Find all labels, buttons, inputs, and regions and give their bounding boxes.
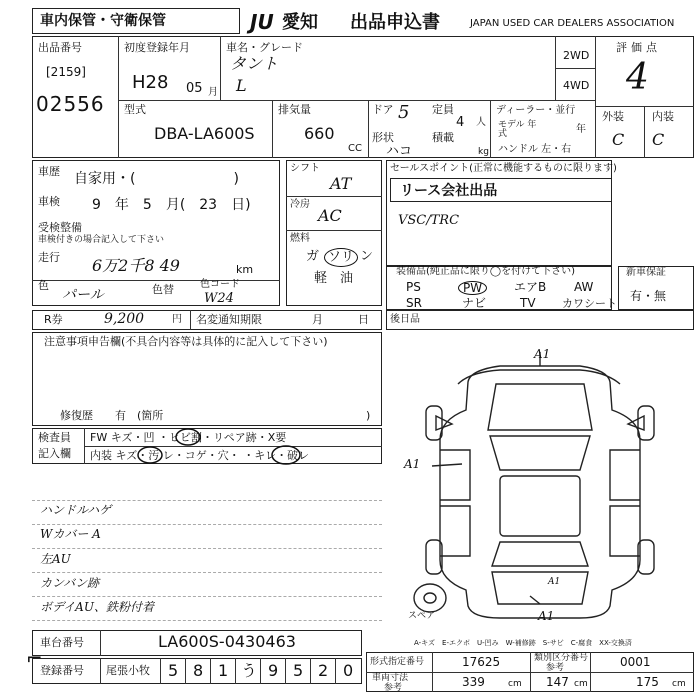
shape-label: 形状 xyxy=(372,131,394,144)
score-label: 評価点 xyxy=(616,41,661,54)
equip-navi: ナビ xyxy=(462,296,487,310)
fuel-gas-start: ガ xyxy=(306,249,320,264)
repair-history: 修復歴 有 (箇所 xyxy=(60,409,164,422)
page-mark: ⌐ xyxy=(26,646,43,670)
sales-main: リース会社出品 xyxy=(400,183,498,199)
door-value: 5 xyxy=(398,102,410,123)
color-code-label: 色コード xyxy=(200,279,240,290)
sales-label: セールスポイント(正常に機能するものに限ります) xyxy=(390,163,617,174)
cc-value: 660 xyxy=(304,124,335,143)
equipment-label: 装備品(純正品に限り◯を付けて下さい) xyxy=(396,266,575,277)
handle-label: ハンドル 左・右 xyxy=(498,144,572,155)
inspector-label: 検査員 xyxy=(38,431,71,444)
inspection-value: 9 年 5 月( 23 日) xyxy=(92,197,251,213)
capacity-value: 4 xyxy=(456,115,465,130)
damage-mark-side: A1 xyxy=(404,457,421,471)
fuel-gas-end: ン xyxy=(360,249,374,264)
exterior-label: 外装 xyxy=(602,110,624,123)
repair-history-close: ) xyxy=(366,409,371,422)
mileage-label: 走行 xyxy=(38,251,60,264)
exterior-score: C xyxy=(612,130,625,149)
color-value: パール xyxy=(62,287,104,303)
type-label: 型式 xyxy=(124,103,146,116)
drive-4wd: 4WD xyxy=(563,79,590,92)
type-value: DBA-LA600S xyxy=(154,124,255,143)
mileage-unit: km xyxy=(236,263,254,276)
notes-header: 注意事項申告欄(不具合内容等は具体的に記入して下さい) xyxy=(44,335,328,348)
first-reg-month: 05 xyxy=(186,81,203,96)
plate-digit: 1 xyxy=(218,661,229,680)
plate-label: 登録番号 xyxy=(40,664,84,677)
note-line-4: カンバン跡 xyxy=(40,576,100,590)
inspector-label-2: 記入欄 xyxy=(38,447,71,460)
plate-digit: 0 xyxy=(343,661,354,680)
inspection-label: 車検 xyxy=(38,195,60,208)
door-label: ドア xyxy=(372,103,394,116)
shift-value: AT xyxy=(330,174,352,193)
record-label: 受検整備 xyxy=(38,221,82,234)
damage-mark-front: A1 xyxy=(534,347,551,361)
size-label: 車両寸法 xyxy=(372,673,409,683)
dealer-label: ディーラー・並行 xyxy=(496,105,576,116)
cc-label: 排気量 xyxy=(278,103,311,116)
note-line-2: Wカバー A xyxy=(40,527,101,541)
first-reg-month-unit: 月 xyxy=(208,87,218,98)
model-year-label: モデル 年式 xyxy=(498,120,537,139)
fuel-label: 燃料 xyxy=(290,233,310,244)
interior-score: C xyxy=(652,130,665,149)
size-sub: 参考 xyxy=(384,683,403,693)
recycle-unit: 円 xyxy=(172,314,182,325)
equip-ps: PS xyxy=(406,280,421,294)
damage-mark-rear-2: A1 xyxy=(548,577,561,587)
class-number: 0001 xyxy=(620,655,651,669)
color-change-label: 色替 xyxy=(152,283,174,296)
model-name: タント xyxy=(230,54,279,73)
capacity-label: 定員 xyxy=(432,103,454,116)
height-unit: cm xyxy=(672,679,686,689)
plate-region: 尾張小牧 xyxy=(106,664,150,677)
inspector-row-1: FW キズ・凹 ・ヒビ割・リペア跡・X要 xyxy=(90,431,287,444)
interior-label: 内装 xyxy=(652,110,674,123)
notice-label: 名変通知期限 xyxy=(196,313,262,326)
history-label: 車歴 xyxy=(38,165,60,178)
score-value: 4 xyxy=(626,57,649,98)
year-unit: 年 xyxy=(576,124,586,135)
damage-mark-rear: A1 xyxy=(538,609,555,623)
width-unit: cm xyxy=(574,679,588,689)
org-name: 愛知 xyxy=(282,12,318,33)
association-name: JAPAN USED CAR DEALERS ASSOCIATION xyxy=(470,18,675,29)
load-label: 積載 xyxy=(432,131,454,144)
model-grade: L xyxy=(236,76,247,95)
inspector-row-2: 内装 キズ・汚 レ・コゲ・穴・ ・キレ・破レ xyxy=(90,449,310,462)
mileage-value: 6万2千8 49 xyxy=(92,256,180,275)
equip-aw: AW xyxy=(574,280,594,294)
notice-day: 日 xyxy=(358,313,369,326)
sales-note: VSC/TRC xyxy=(398,213,460,228)
ju-logo: JU xyxy=(250,10,274,34)
equip-seat: カワシート xyxy=(562,297,617,310)
plate-digit: 5 xyxy=(168,661,179,680)
lot-sub-number: [2159] xyxy=(46,65,86,79)
storage-label: 車内保管・守衛保管 xyxy=(40,13,166,29)
height-value: 175 xyxy=(636,675,659,689)
equip-pw: PW xyxy=(458,281,487,295)
plate-digit: 2 xyxy=(318,661,329,680)
equip-airbag: エアB xyxy=(514,280,547,294)
note-line-3: 左AU xyxy=(40,552,71,566)
after-items-label: 後日品 xyxy=(390,314,420,325)
plate-digit: 8 xyxy=(193,661,204,680)
equip-sr: SR xyxy=(406,296,422,310)
drive-2wd: 2WD xyxy=(563,49,590,62)
form-number-label: 形式指定番号 xyxy=(370,657,425,667)
class-number-sub: 参考 xyxy=(546,663,565,673)
recycle-label: R券 xyxy=(44,313,63,326)
lot-number: 02556 xyxy=(36,92,105,116)
spare-label: スペア xyxy=(408,611,436,621)
model-label: 車名・グレード xyxy=(226,41,303,54)
notice-month: 月 xyxy=(312,313,323,326)
warranty-label: 新車保証 xyxy=(626,267,666,278)
first-reg-label: 初度登録年月 xyxy=(124,41,190,54)
note-line-5: ボデイAU、鉄粉付着 xyxy=(40,600,154,614)
ac-label: 冷房 xyxy=(290,199,310,210)
plate-digit: 9 xyxy=(268,661,279,680)
plate-digit: う xyxy=(241,661,258,680)
length-unit: cm xyxy=(508,679,522,689)
note-line-1: ハンドルハゲ xyxy=(40,503,112,517)
length-value: 339 xyxy=(462,675,485,689)
fuel-diesel: 軽 油 xyxy=(314,271,354,286)
history-value: 自家用・( ) xyxy=(74,171,239,187)
width-value: 147 xyxy=(546,675,569,689)
color-code-value: W24 xyxy=(204,291,234,306)
cc-unit: CC xyxy=(348,143,362,154)
fuel-gas-circled: ソリ xyxy=(324,248,358,267)
chassis-number: LA600S-0430463 xyxy=(158,632,296,651)
chassis-label: 車台番号 xyxy=(40,636,84,649)
damage-legend: A-キズ E-エクボ U-凹み W-補修跡 S-サビ C-腐食 XX-交換済 xyxy=(414,639,632,647)
color-label: 色 xyxy=(38,279,49,292)
shape-value: ハコ xyxy=(386,144,413,159)
first-reg-year: H28 xyxy=(132,72,169,93)
recycle-value: 9,200 xyxy=(104,311,145,327)
record-note: 車検付きの場合記入して下さい xyxy=(38,235,165,245)
class-number-label: 類別区分番号 xyxy=(534,653,589,663)
plate-digit: 5 xyxy=(293,661,304,680)
form-number: 17625 xyxy=(462,655,501,669)
capacity-unit: 人 xyxy=(476,117,486,128)
form-title: 出品申込書 xyxy=(350,12,440,33)
warranty-value: 有・無 xyxy=(630,289,667,303)
ac-value: AC xyxy=(318,206,342,225)
load-unit: kg xyxy=(478,147,489,157)
lot-label: 出品番号 xyxy=(38,41,82,54)
equip-tv: TV xyxy=(520,296,536,310)
shift-label: シフト xyxy=(290,163,320,174)
